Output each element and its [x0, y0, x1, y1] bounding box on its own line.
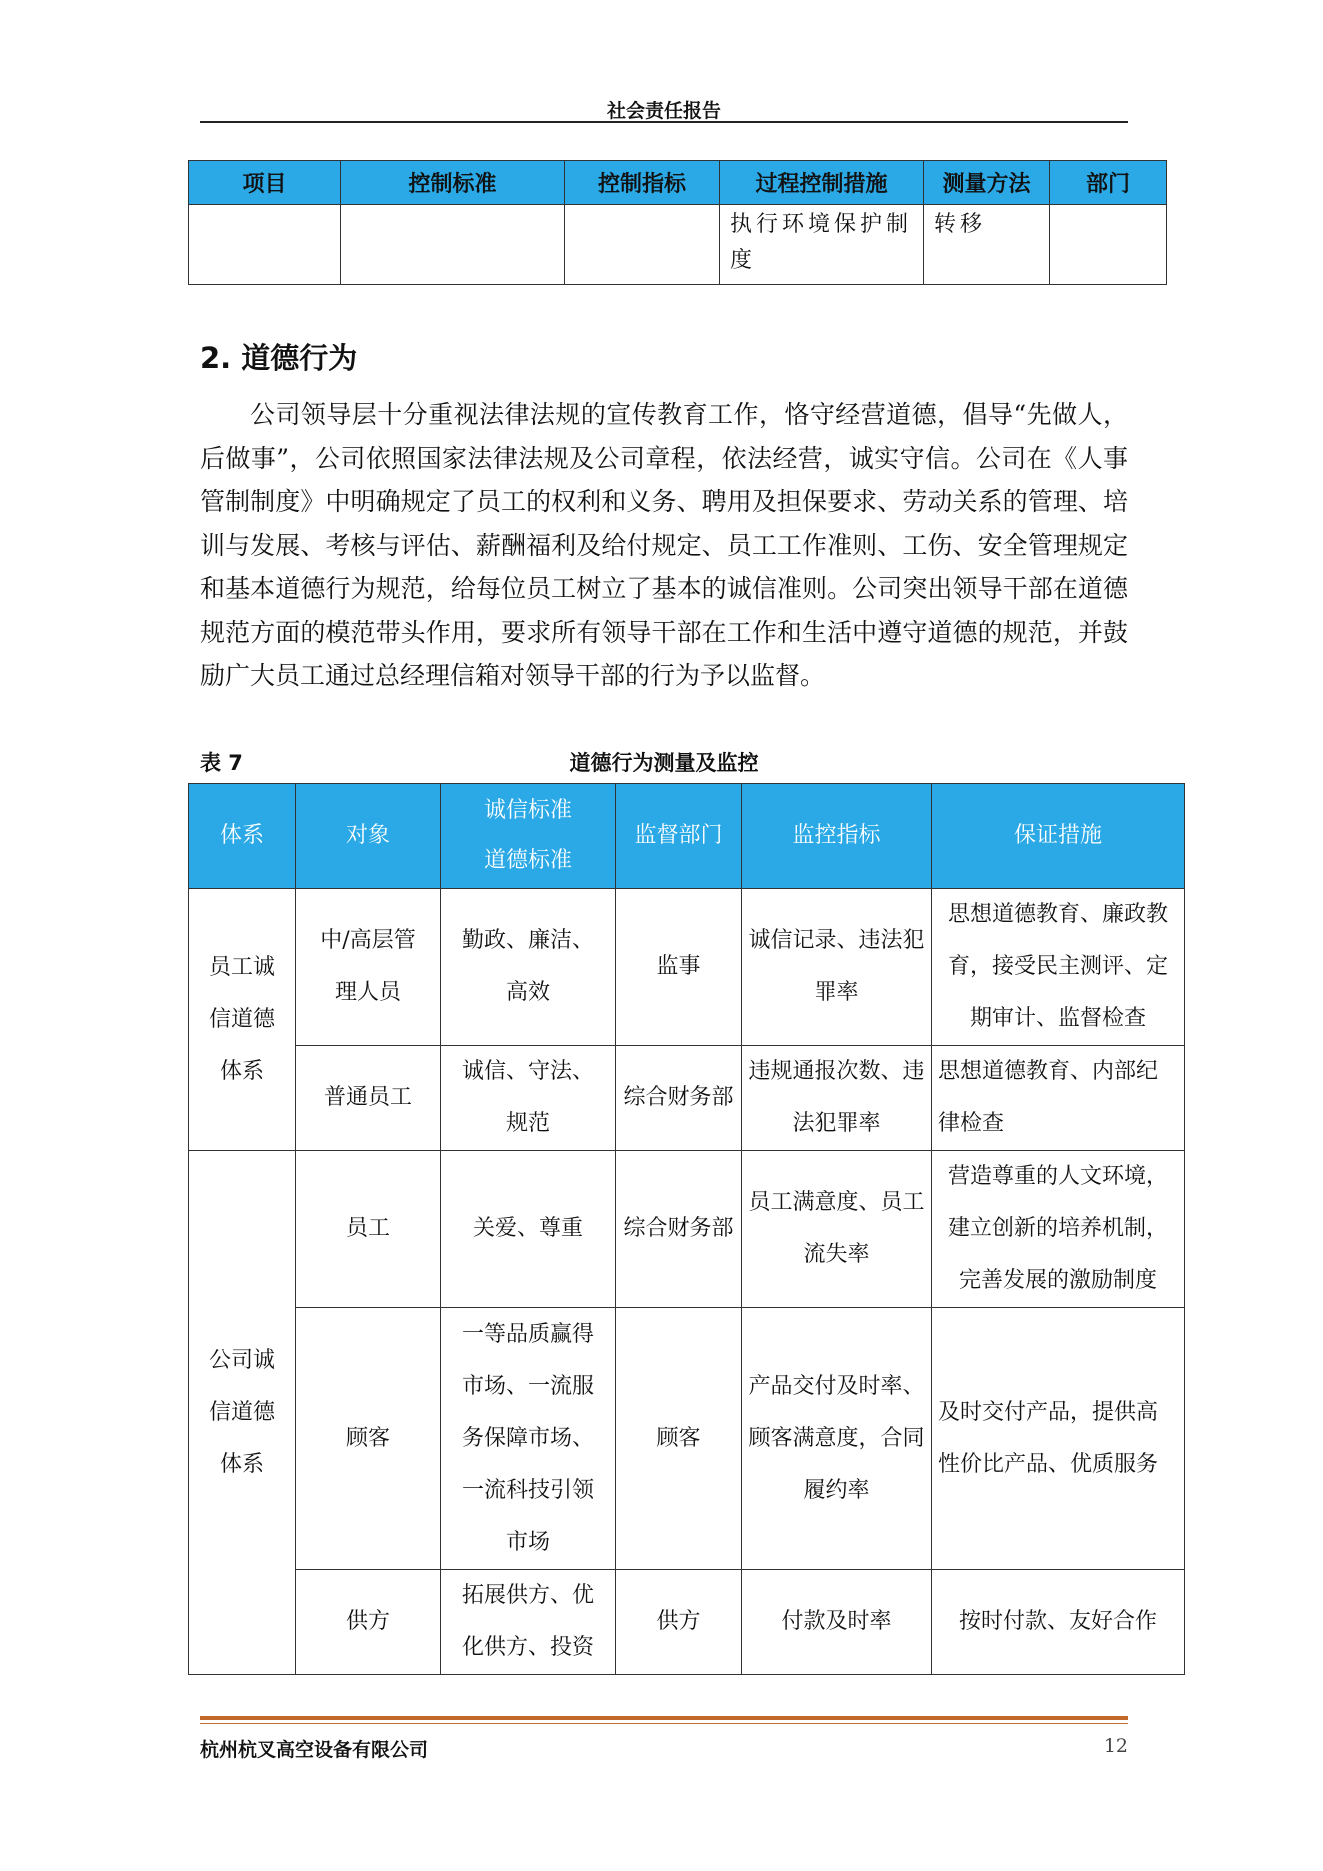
table-row	[189, 1570, 1185, 1675]
indicator-cell: 付款及时率	[742, 1570, 932, 1675]
footer-divider-thin	[200, 1723, 1128, 1724]
header-cell-measures: 保证措施	[932, 784, 1185, 889]
measures-cell: 思想道德教育、廉政教育，接受民主测评、定期审计、监督检查	[932, 889, 1185, 1046]
body-paragraph: 公司领导层十分重视法律法规的宣传教育工作，恪守经营道德，倡导“先做人，后做事”，公司依照国家法律法规及公司章程，依法经营，诚实守信。公司在《人事管制制度》中明确规定了员工的权利和义务、聘用及担保要求、劳动关系的管理、培训与发展、考核与评估、薪酬福利及给付规定、员工工作准则、工伤、安全管理规定和基本道德行为规范，给每位员工树立了基本的诚信准则。公司突出领导干部在道德规范方面的模范带头作用，要求所有领导干部在工作和生活中遵守道德的规范，并鼓励广大员工通过总经理信箱对领导干部的行为予以监督。	[200, 400, 1128, 690]
table-cell: 转移	[924, 205, 1050, 285]
header-standard-line2: 道德标准	[483, 848, 572, 873]
indicator-cell: 违规通报次数、违法犯罪率	[742, 1046, 932, 1151]
measures-cell: 及时交付产品，提供高性价比产品、优质服务	[932, 1308, 1185, 1570]
target-cell: 供方	[296, 1570, 441, 1675]
footer-company: 杭州杭叉高空设备有限公司	[200, 1739, 429, 1761]
table-caption-title: 道德行为测量及监控	[569, 751, 759, 775]
table-row	[189, 205, 1167, 285]
control-table	[188, 160, 1167, 285]
header-cell-dept: 部门	[1050, 161, 1167, 205]
target-cell: 中/高层管理人员	[296, 889, 441, 1046]
measures-cell: 按时付款、友好合作	[932, 1570, 1185, 1675]
measures-cell: 营造尊重的人文环境，建立创新的培养机制，完善发展的激励制度	[932, 1151, 1185, 1308]
dept-cell: 供方	[616, 1570, 742, 1675]
header-cell-method: 测量方法	[924, 161, 1050, 205]
target-cell: 员工	[296, 1151, 441, 1308]
header-cell-system: 体系	[189, 784, 296, 889]
header-cell-target: 对象	[296, 784, 441, 889]
section-heading: 2. 道德行为	[200, 341, 358, 375]
table-row	[189, 1308, 1185, 1570]
header-cell-standard	[441, 784, 616, 889]
dept-cell: 监事	[616, 889, 742, 1046]
table-cell	[341, 205, 565, 285]
table-caption-label: 表 7	[200, 751, 243, 775]
system-cell: 公司诚信道德体系	[189, 1151, 296, 1675]
header-title: 社会责任报告	[606, 100, 721, 122]
table-row	[189, 1046, 1185, 1151]
page-number: 12	[1103, 1735, 1128, 1757]
dept-cell: 综合财务部	[616, 1151, 742, 1308]
standard-cell: 一等品质赢得市场、一流服务保障市场、一流科技引领市场	[441, 1308, 616, 1570]
standard-cell: 勤政、廉洁、高效	[441, 889, 616, 1046]
ethics-table	[188, 783, 1185, 1675]
target-cell: 普通员工	[296, 1046, 441, 1151]
header-cell-indicator: 监控指标	[742, 784, 932, 889]
table-row	[189, 1151, 1185, 1308]
table-header-row	[189, 161, 1167, 205]
table-cell	[565, 205, 720, 285]
standard-cell: 拓展供方、优化供方、投资	[441, 1570, 616, 1675]
standard-cell: 关爱、尊重	[441, 1151, 616, 1308]
standard-cell: 诚信、守法、规范	[441, 1046, 616, 1151]
header-cell-dept: 监督部门	[616, 784, 742, 889]
table-header-row	[189, 784, 1185, 889]
header-cell-indicator: 控制指标	[565, 161, 720, 205]
indicator-cell: 员工满意度、员工流失率	[742, 1151, 932, 1308]
measures-cell: 思想道德教育、内部纪律检查	[932, 1046, 1185, 1151]
table-cell	[1050, 205, 1167, 285]
dept-cell: 顾客	[616, 1308, 742, 1570]
target-cell: 顾客	[296, 1308, 441, 1570]
header-cell-item: 项目	[189, 161, 341, 205]
indicator-cell: 产品交付及时率、顾客满意度，合同履约率	[742, 1308, 932, 1570]
dept-cell: 综合财务部	[616, 1046, 742, 1151]
indicator-cell: 诚信记录、违法犯罪率	[742, 889, 932, 1046]
header-cell-standard: 控制标准	[341, 161, 565, 205]
header-divider	[200, 121, 1128, 123]
table-cell: 执行环境保护制度	[720, 205, 924, 285]
system-cell: 员工诚信道德体系	[189, 889, 296, 1151]
header-standard-line1: 诚信标准	[483, 798, 572, 823]
table-cell	[189, 205, 341, 285]
header-cell-process: 过程控制措施	[720, 161, 924, 205]
table-row	[189, 889, 1185, 1046]
footer-divider-thick	[200, 1716, 1128, 1720]
